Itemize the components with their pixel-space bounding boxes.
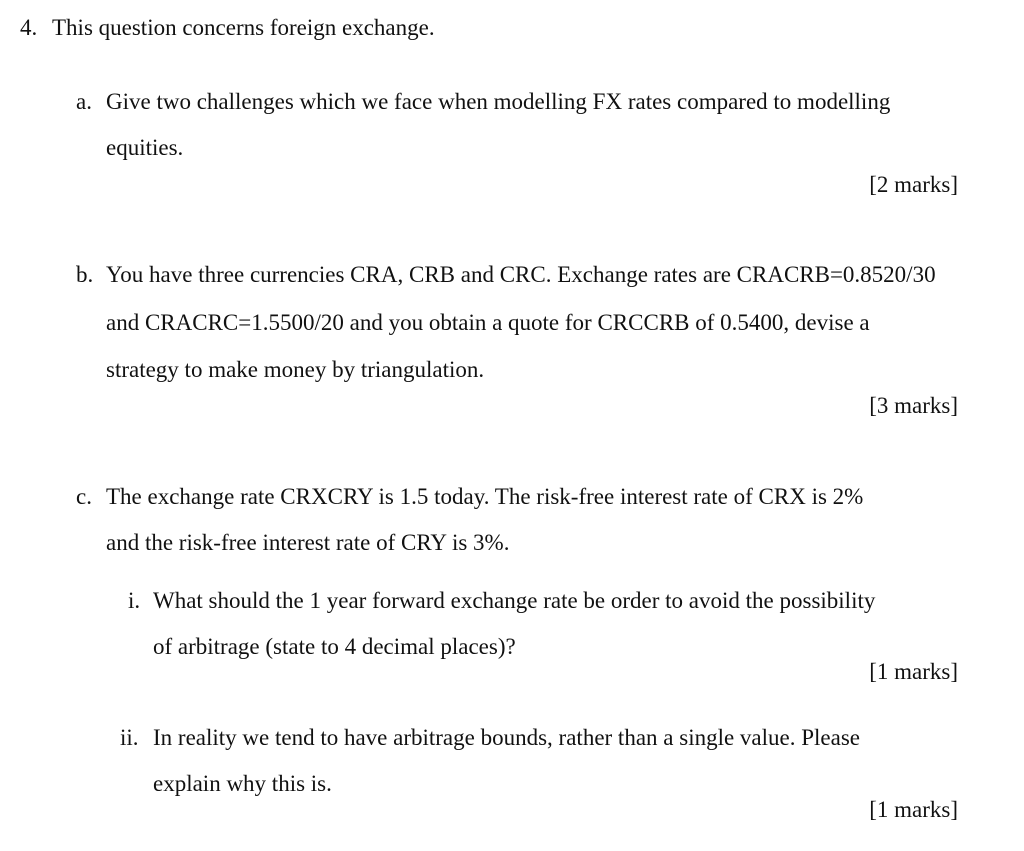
part-c-line-1: The exchange rate CRXCRY is 1.5 today. The risk-free interest rate of CRX is 2% <box>106 484 864 509</box>
part-a-line-1: Give two challenges which we face when modelling FX rates compared to modelling <box>106 89 891 114</box>
part-a-line-2: equities. <box>106 135 184 160</box>
question-number: 4. <box>20 15 38 40</box>
subpart-ii-marks: [1 marks] <box>869 797 958 822</box>
part-a-label: a. <box>76 89 92 114</box>
part-b-line-1: You have three currencies CRA, CRB and CRC. Exchange rates are CRACRB=0.8520/30 <box>106 262 936 287</box>
subpart-ii-line-2: explain why this is. <box>153 771 332 796</box>
part-a-marks: [2 marks] <box>869 172 958 197</box>
part-b-marks: [3 marks] <box>869 393 958 418</box>
subpart-ii-label: ii. <box>120 725 139 750</box>
subpart-i-marks: [1 marks] <box>869 659 958 684</box>
part-b-line-3: strategy to make money by triangulation. <box>106 357 485 382</box>
subpart-ii-line-1: In reality we tend to have arbitrage bounds, rather than a single value. Please <box>153 725 860 750</box>
part-c-label: c. <box>76 484 92 509</box>
part-c-line-2: and the risk-free interest rate of CRY is 3%. <box>106 530 510 555</box>
part-b-line-2: and CRACRC=1.5500/20 and you obtain a quote for CRCCRB of 0.5400, devise a <box>106 310 870 335</box>
subpart-i-line-1: What should the 1 year forward exchange rate be order to avoid the possibility <box>153 588 876 613</box>
subpart-i-label: i. <box>128 588 141 613</box>
part-b-label: b. <box>76 262 94 287</box>
question-intro: This question concerns foreign exchange. <box>52 15 435 40</box>
subpart-i-line-2: of arbitrage (state to 4 decimal places)? <box>153 634 516 659</box>
